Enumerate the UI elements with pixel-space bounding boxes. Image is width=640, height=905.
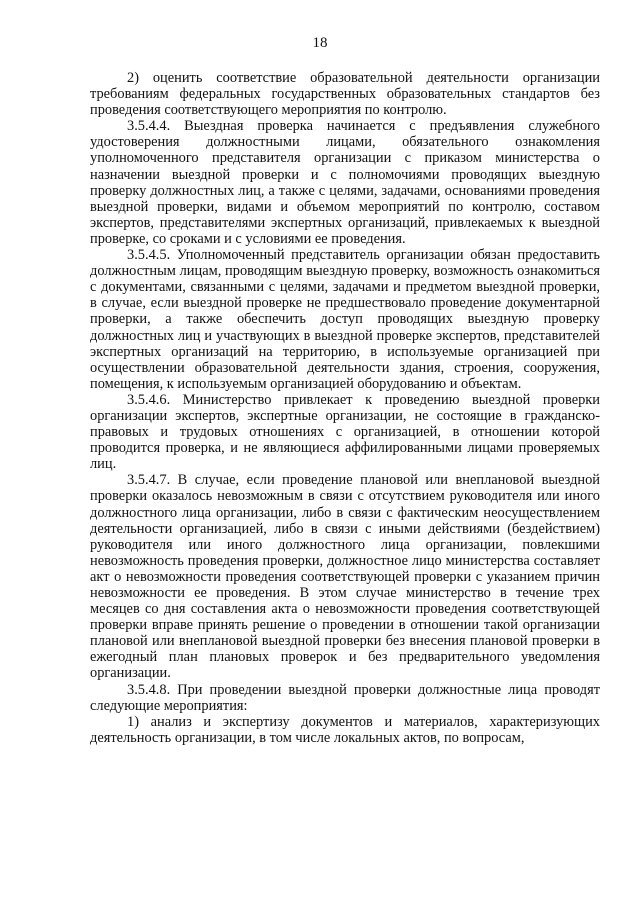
paragraph-3-5-4-4: 3.5.4.4. Выездная проверка начинается с предъявления служебного удостоверения должностными лицами, обязательного ознакомления уполномоченного представителя организации с приказом министерства о назначении выездной проверки и с полномочиями проводящих выездную проверку должностных лиц, а также с целями, задачами, основаниями проведения выездной проверки, видами и объемом мероприятий по контролю, составом экспертов, представителями экспертных организаций, привлекаемых к выездной проверке, со сроками и с условиями ее проведения. bbox=[90, 118, 600, 247]
page-number: 18 bbox=[312, 35, 328, 51]
paragraph-item-1: 1) анализ и экспертизу документов и материалов, характеризующих деятельность организации, в том числе локальных актов, по вопросам, bbox=[90, 713, 600, 746]
paragraph-3-5-4-7: 3.5.4.7. В случае, если проведение плановой или внеплановой выездной проверки оказалось невозможным в связи с отсутствием руководителя или иного должностного лица организации, либо в связи с фактическим неосуществлением деятельности организацией, либо в связи с иными действиями (бездействием) руководителя или иного должностного лица организации, повлекшими невозможность проведения проверки, должностное лицо министерства составляет акт о невозможности проведения соответствующей проверки с указанием причин невозможности ее проведения. В этом случае министерство в течение трех месяцев со дня составления акта о невозможности проведения соответствующей проверки вправе принять решение о проведении в отношении такой организации плановой или внеплановой выездной проверки без внесения плановой проверки в ежегодный план плановых проверок и без предварительного уведомления организации. bbox=[90, 472, 600, 682]
paragraph-3-5-4-6: 3.5.4.6. Министерство привлекает к проведению выездной проверки организации экспертов, экспертные организации, не состоящие в гражданско-правовых и трудовых отношениях с организацией, в отношении которой проводится проверка, и не являющиеся аффилированными лицами проверяемых лиц. bbox=[90, 391, 600, 473]
paragraph-3-5-4-5: 3.5.4.5. Уполномоченный представитель организации обязан предоставить должностным лицам, проводящим выездную проверку, возможность ознакомиться с документами, связанными с целями, задачами и предметом выездной проверки, в случае, если выездной проверке не предшествовало проведение документарной проверки, а также обеспечить доступ проводящих выездную проверку должностных лиц и участвующих в выездной проверке экспертов, представителей экспертных организаций на территорию, в используемые организацией при осуществлении образовательной деятельности здания, строения, сооружения, помещения, к используемым организацией оборудованию и объектам. bbox=[90, 247, 600, 392]
paragraph-item-2: 2) оценить соответствие образовательной деятельности организации требованиям федеральных государственных образовательных стандартов без проведения соответствующего мероприятия по контролю. bbox=[90, 70, 600, 119]
paragraph-3-5-4-8: 3.5.4.8. При проведении выездной проверки должностные лица проводят следующие мероприятия: bbox=[90, 681, 600, 714]
document-body bbox=[90, 70, 600, 746]
